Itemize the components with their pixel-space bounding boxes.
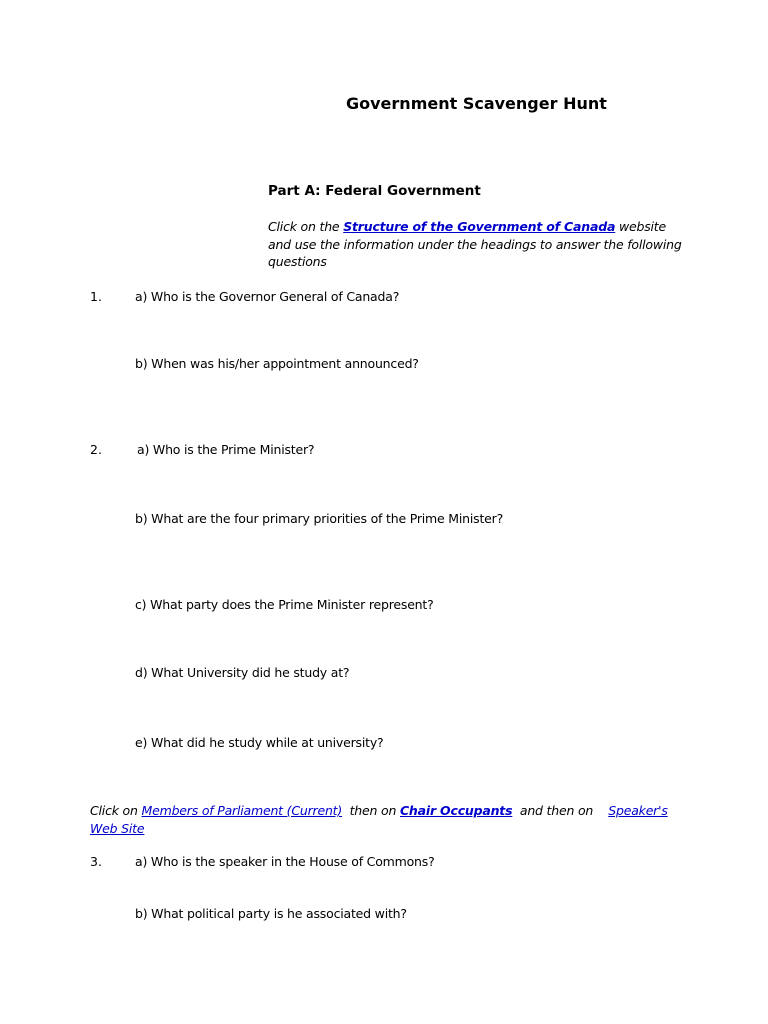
question-2b: b) What are the four primary priorities of the Prime Minister? — [135, 511, 504, 526]
question-2e: e) What did he study while at university? — [135, 735, 384, 750]
click2-mid1: then on — [342, 803, 400, 818]
question-2d: d) What University did he study at? — [135, 665, 350, 680]
parliament-instructions — [90, 802, 690, 837]
question-2a: a) Who is the Prime Minister? — [137, 442, 315, 457]
members-of-parliament-link[interactable]: Members of Parliament (Current) — [141, 803, 343, 818]
page-title: Government Scavenger Hunt — [346, 94, 607, 113]
question-2c: c) What party does the Prime Minister represent? — [135, 597, 434, 612]
speakers-web-site-link[interactable]: Speaker's Web Site — [90, 803, 668, 836]
structure-of-government-link[interactable]: Structure of the Government of Canada — [343, 219, 616, 234]
intro-instructions — [268, 218, 688, 271]
question-3a: a) Who is the speaker in the House of Commons? — [135, 854, 435, 869]
chair-occupants-link[interactable]: Chair Occupants — [399, 803, 513, 818]
click2-mid2: and then on — [512, 803, 609, 818]
question-3b: b) What political party is he associated with? — [135, 906, 407, 921]
question-number-2: 2. — [90, 442, 102, 457]
question-number-3: 3. — [90, 854, 102, 869]
question-1b: b) When was his/her appointment announced? — [135, 356, 419, 371]
question-number-1: 1. — [90, 289, 102, 304]
intro-suffix: website and use the information under the headings to answer the following questions — [268, 219, 682, 269]
intro-prefix: Click on the — [268, 219, 344, 234]
click2-prefix: Click on — [90, 803, 142, 818]
section-heading: Part A: Federal Government — [268, 183, 481, 199]
question-1a: a) Who is the Governor General of Canada? — [135, 289, 400, 304]
